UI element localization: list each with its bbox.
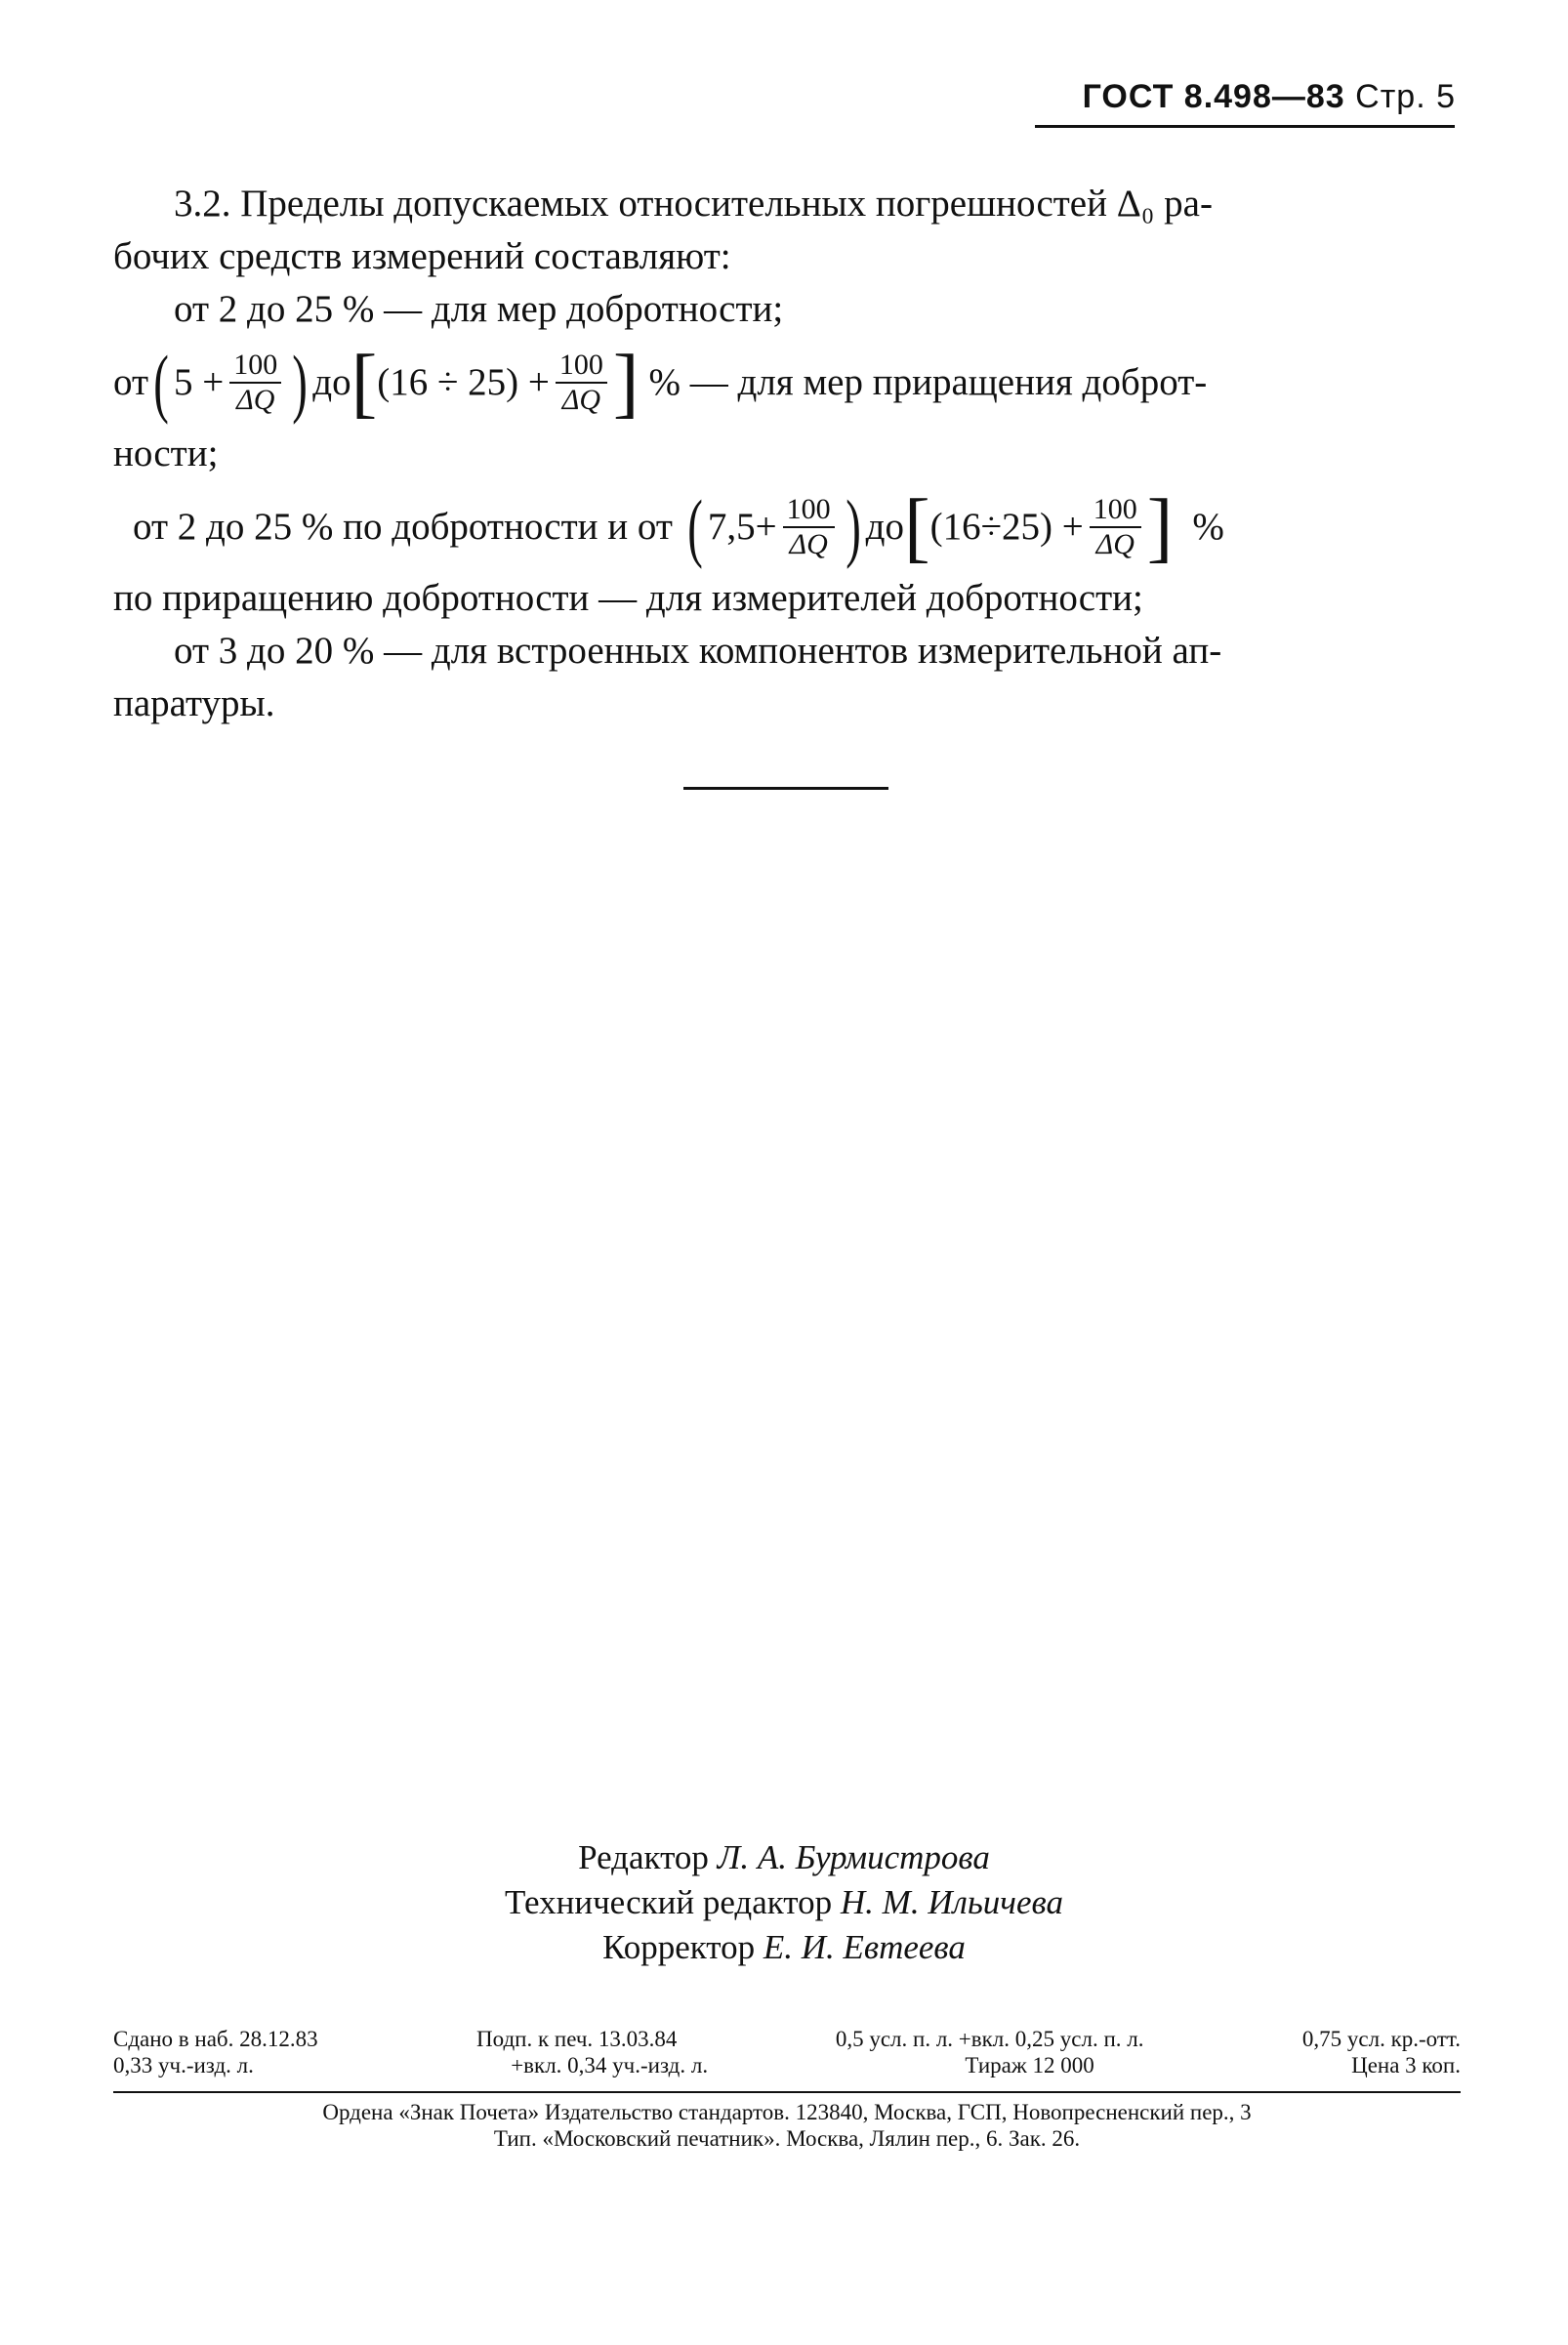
formula1-ot: от <box>113 361 149 403</box>
credit-role: Редактор <box>578 1838 709 1876</box>
publisher-block <box>113 2099 1461 2152</box>
imprint-row-1 <box>113 2026 1461 2052</box>
section-end-rule <box>683 787 888 790</box>
credit-name: Н. М. Ильичева <box>840 1883 1063 1921</box>
section-3-2 <box>113 178 1461 730</box>
formula1-tail: % — для мер приращения доброт- <box>648 361 1208 403</box>
imprint-typeset-date: Сдано в наб. 28.12.83 <box>113 2027 318 2051</box>
item4-line-2: паратуры. <box>113 682 275 724</box>
right-bracket: ] <box>612 340 640 426</box>
formula2-percent: % <box>1192 506 1224 548</box>
credit-corrector <box>0 1925 1568 1970</box>
right-bracket: ] <box>1146 484 1174 570</box>
left-bracket: [ <box>903 484 930 570</box>
fraction-100-dq <box>229 349 281 417</box>
formula2-first: 7,5+ <box>707 506 777 548</box>
formula1-five: 5 + <box>174 361 225 403</box>
imprint-print-date: Подп. к печ. 13.03.84 <box>476 2027 678 2051</box>
fraction-denominator: ΔQ <box>561 384 600 416</box>
header-rule <box>1035 125 1455 128</box>
fraction-denominator: ΔQ <box>236 384 275 416</box>
document-code: ГОСТ 8.498—83 <box>1082 78 1345 115</box>
right-paren: ) <box>292 340 309 425</box>
page-number: Стр. 5 <box>1355 78 1456 115</box>
intro-paragraph <box>113 178 1461 283</box>
credit-role: Корректор <box>602 1928 756 1966</box>
fraction-100-dq-2 <box>556 349 607 417</box>
formula1-continuation: ности; <box>113 432 219 474</box>
credit-name: Л. А. Бурмистрова <box>717 1838 990 1876</box>
fraction-numerator: 100 <box>783 493 835 528</box>
imprint-sheets: 0,5 усл. п. л. +вкл. 0,25 усл. п. л. <box>835 2027 1144 2051</box>
imprint-color-prints: 0,75 усл. кр.-отт. <box>1301 2027 1461 2051</box>
fraction-100-dq-4 <box>1090 493 1141 561</box>
item-quality-measures: от 2 до 25 % — для мер добротности; <box>174 288 784 330</box>
publisher-line-2: Тип. «Московский печатник». Москва, Лялин пер., 6. Зак. 26. <box>493 2126 1081 2151</box>
formula2-do: до <box>865 506 904 548</box>
imprint-print-run: Тираж 12 000 <box>965 2053 1094 2078</box>
left-bracket: [ <box>351 340 378 426</box>
credit-role: Технический редактор <box>505 1883 833 1921</box>
imprint-block <box>113 2026 1461 2078</box>
fraction-numerator: 100 <box>229 349 281 384</box>
page-header <box>1083 78 1456 116</box>
formula1-do: до <box>312 361 351 403</box>
publisher-line-1: Ордена «Знак Почета» Издательство стандартов. 123840, Москва, ГСП, Новопресненский пер., 3 <box>322 2100 1252 2124</box>
imprint-rule <box>113 2091 1461 2093</box>
left-paren: ( <box>687 484 703 569</box>
formula2-lead: от 2 до 25 % по добротности и от <box>133 506 673 548</box>
left-paren: ( <box>153 340 169 425</box>
formula-increment-measures <box>113 340 1461 426</box>
item4-line-1: от 3 до 20 % — для встроенных компонентов измерительной ап- <box>174 630 1222 672</box>
formula1-range: (16 ÷ 25) + <box>377 361 550 403</box>
formula-quality-meters <box>113 484 1461 570</box>
formula2-continuation: по приращению добротности — для измерителей добротности; <box>113 577 1143 619</box>
credit-editor <box>0 1835 1568 1880</box>
imprint-row-2 <box>113 2052 1461 2078</box>
item-built-in-components <box>113 625 1461 730</box>
imprint-price: Цена 3 коп. <box>1351 2053 1461 2078</box>
intro-line-1: 3.2. Пределы допускаемых относительных погрешностей Δ₀ ра- <box>174 183 1213 225</box>
fraction-denominator: ΔQ <box>789 528 828 560</box>
fraction-numerator: 100 <box>1090 493 1141 528</box>
fraction-100-dq-3 <box>783 493 835 561</box>
right-paren: ) <box>845 484 861 569</box>
credit-technical-editor <box>0 1880 1568 1925</box>
imprint-insert-sheets: +вкл. 0,34 уч.-изд. л. <box>511 2053 709 2078</box>
formula2-range: (16÷25) + <box>929 506 1084 548</box>
fraction-denominator: ΔQ <box>1095 528 1135 560</box>
fraction-numerator: 100 <box>556 349 607 384</box>
credit-name: Е. И. Евтеева <box>763 1928 966 1966</box>
imprint-pub-sheets: 0,33 уч.-изд. л. <box>113 2053 254 2078</box>
intro-line-2: бочих средств измерений составляют: <box>113 235 731 277</box>
credits-block <box>0 1835 1568 1970</box>
